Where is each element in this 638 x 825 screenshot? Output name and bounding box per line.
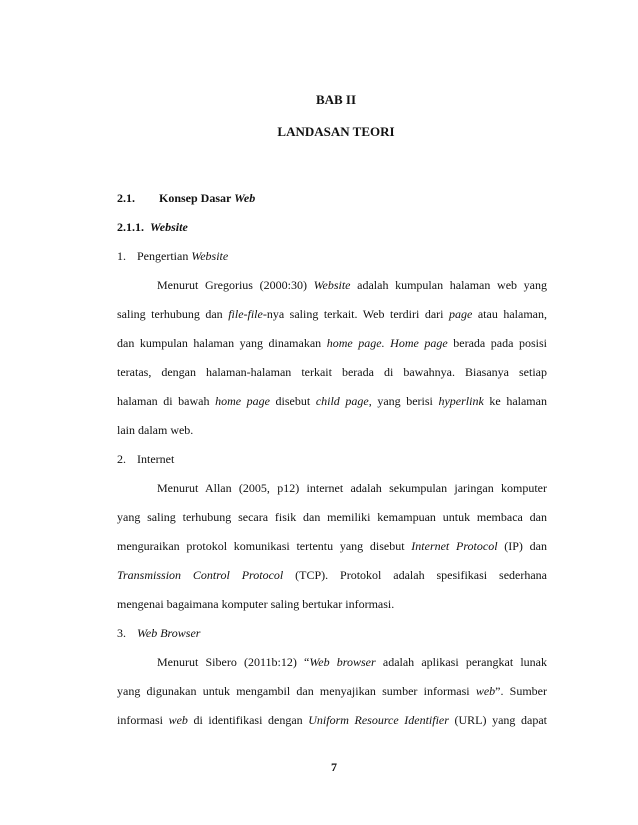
section-title: Konsep Dasar [159,191,235,205]
text-em: web [475,684,496,698]
p2-line-1: Menurut Allan (2005, p12) internet adalah sekumpulan jaringan komputer [157,481,547,495]
text: informasi [117,713,169,727]
text: menguraikan protokol komunikasi tertentu yang disebut [117,539,412,553]
text: Menurut Sibero (2011b:12) “ [157,655,310,669]
list-item-1 [117,249,547,263]
text-em: Website [313,278,351,292]
list-item-2 [117,452,547,466]
text-em: home page [215,394,270,408]
chapter-title: LANDASAN TEORI [277,124,395,139]
list-item-3-em: Web Browser [137,626,201,640]
text-em: child page [315,394,369,408]
section-heading [117,191,547,205]
p1-line-1 [157,278,547,292]
text: Menurut Gregorius (2000:30) [157,278,314,292]
text-em: Home page [390,336,448,350]
text: yang digunakan untuk mengambil dan menyajikan sumber informasi [117,684,476,698]
text: saling terhubung dan [117,307,229,321]
text: , yang berisi [368,394,439,408]
p3-line-1 [157,655,547,669]
subsection-title: Website [150,220,188,234]
text: atau halaman, [472,307,547,321]
text-em: home page. [326,336,385,350]
list-item-3 [117,626,547,640]
text: di identifikasi dengan [187,713,309,727]
p1-line-5 [117,394,547,408]
text: (IP) dan [497,539,547,553]
text-em: Transmission Control Protocol [117,568,284,582]
text: ”. Sumber [495,684,548,698]
p3-line-3 [117,713,547,727]
p2-line-5: mengenai bagaimana komputer saling bertukar informasi. [117,597,395,611]
text: disebut [269,394,316,408]
subsection-heading [117,220,547,234]
section-number: 2.1. [117,191,135,205]
text: (TCP). Protokol adalah spesifikasi sederhana [283,568,547,582]
text: dan kumpulan halaman yang dinamakan [117,336,327,350]
p1-line-3 [117,336,547,350]
text-em: page [449,307,473,321]
text-em: Web browser [309,655,376,669]
p1-line-2 [117,307,547,321]
list-item-2-number: 2. [117,452,126,466]
subsection-number: 2.1.1. [117,220,144,234]
p3-line-2 [117,684,547,698]
chapter-heading: BAB II [315,92,357,107]
text: adalah aplikasi perangkat lunak [375,655,547,669]
list-item-1-number: 1. [117,249,126,263]
page-number: 7 [331,760,337,774]
text: berada pada posisi [447,336,547,350]
p1-line-4: teratas, dengan halaman-halaman terkait berada di bawahnya. Biasanya setiap [117,365,547,379]
text: -nya saling terkait. Web terdiri dari [262,307,449,321]
text: adalah kumpulan halaman web yang [350,278,547,292]
p1-line-6: lain dalam web. [117,423,194,437]
text: halaman di bawah [117,394,216,408]
text-em: file-file [228,307,263,321]
list-item-1-text: Pengertian [137,249,192,263]
list-item-2-text: Internet [137,452,175,466]
text: ke halaman [483,394,547,408]
text-em: Internet Protocol [411,539,498,553]
text-em: hyperlink [438,394,484,408]
section-title-em: Web [234,191,256,205]
text: (URL) yang dapat [448,713,547,727]
text-em: web [168,713,188,727]
p2-line-4 [117,568,547,582]
p2-line-3 [117,539,547,553]
text-em: Uniform Resource Identifier [308,713,449,727]
p2-line-2: yang saling terhubung secara fisik dan memiliki kemampuan untuk membaca dan [117,510,547,524]
list-item-1-em: Website [191,249,229,263]
list-item-3-number: 3. [117,626,126,640]
